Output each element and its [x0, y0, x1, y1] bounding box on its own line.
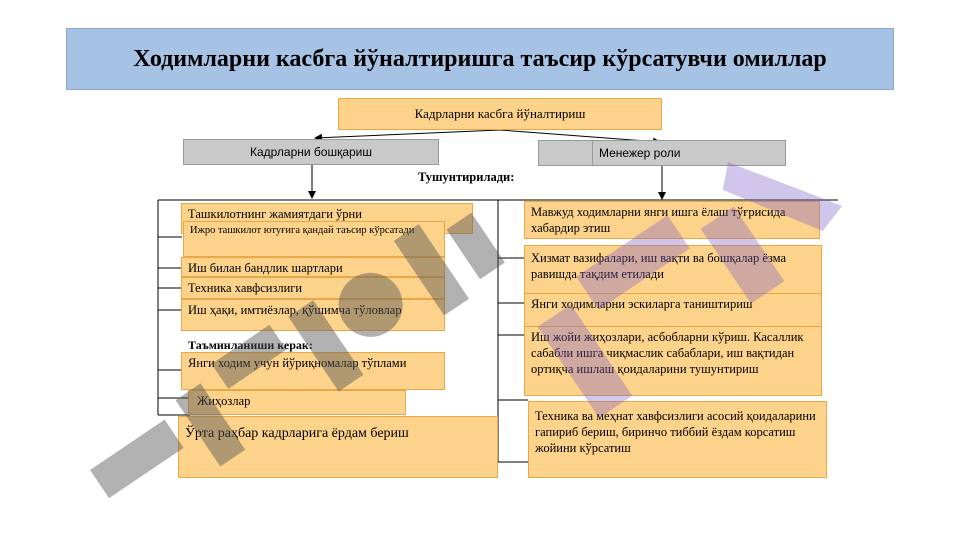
provide-item-3: Ўрта раҳбар кадрларига ёрдам бериш — [178, 416, 498, 478]
left-item-3: Иш билан бандлик шартлари — [181, 257, 445, 277]
right-item-5: Техника ва меҳнат хавфсизлиги асосий қоидаларини гапириб бериш, биринчо тиббий ёздам корсатиш жойини кўрсатиш — [528, 401, 827, 478]
right-item-1: Мавжуд ходимларни янги ишга ёлаш тўғрисида хабардир этиш — [524, 201, 820, 239]
provide-item-1: Янги ходим учун йўриқномалар тўплами — [181, 352, 445, 390]
provide-item-2: Жиҳозлар — [188, 390, 406, 415]
right-item-2: Хизмат вазифалари, иш вақти ва бошқалар ёзма равишда тақдим етилади — [524, 245, 822, 297]
left-item-2: Ижро ташкилот ютуғига қандай таъсир кўрсатади — [183, 221, 445, 257]
right-item-3: Янги ходимларни эскиларга таништириш — [524, 293, 822, 329]
provide-label: Таъминланиши керак: — [188, 338, 313, 352]
right-item-4: Иш жойи жиҳозлари, асбобларни кўриш. Касаллик сабабли ишга чиқмаслик сабаблари, иш вақтидан ортиқча ишлаш қоидаларини тушунтириш — [524, 326, 822, 396]
left-item-4: Техника хавфсизлиги — [181, 277, 445, 299]
top-box: Кадрларни касбга йўналтириш — [338, 98, 662, 130]
left-item-5: Иш ҳақи, имтиёзлар, қўшимча тўловлар — [181, 299, 445, 331]
right-head-box: Менежер роли — [592, 140, 786, 166]
left-head-box: Кадрларни бошқариш — [183, 139, 439, 165]
explain-label: Тушунтирилади: — [418, 170, 515, 184]
left-item-1: Ташкилотнинг жамиятдаги ўрни — [181, 203, 473, 234]
slide-title: Ходимларни касбга йўналтиришга таъсир кўрсатувчи омиллар — [66, 28, 894, 90]
